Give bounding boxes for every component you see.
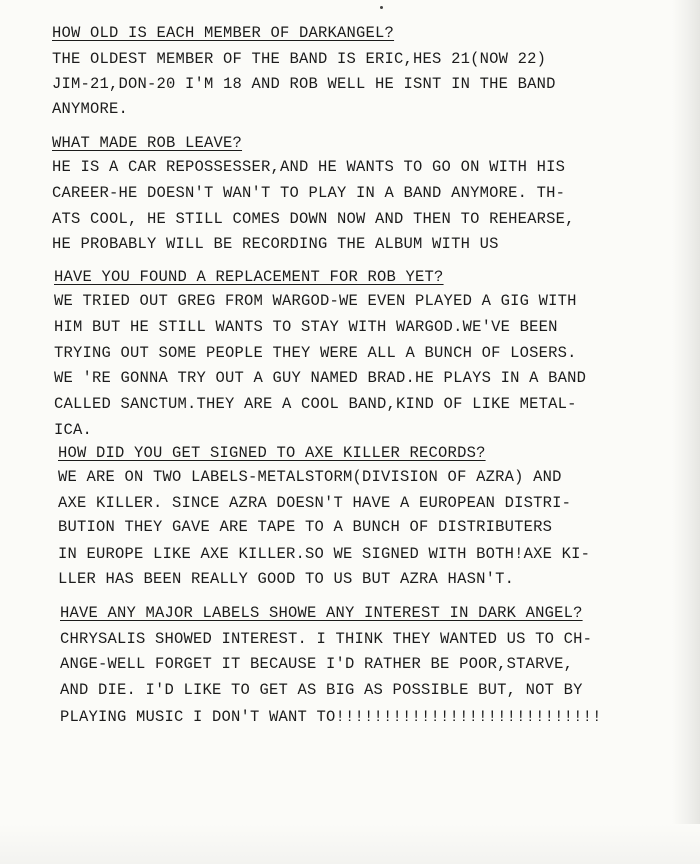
answer-2-line-2: CAREER-HE DOESN'T WAN'T TO PLAY IN A BAND ANYMORE. TH- [52, 184, 566, 202]
answer-4-line-5: LLER HAS BEEN REALLY GOOD TO US BUT AZRA HASN'T. [58, 570, 515, 588]
answer-5-line-2: ANGE-WELL FORGET IT BECAUSE I'D RATHER BE POOR,STARVE, [60, 655, 574, 673]
answer-5-line-1: CHRYSALIS SHOWED INTEREST. I THINK THEY WANTED US TO CH- [60, 630, 593, 648]
answer-4-line-1: WE ARE ON TWO LABELS-METALSTORM(DIVISION OF AZRA) AND [58, 468, 562, 486]
answer-5-line-4: PLAYING MUSIC I DON'T WANT TO!!!!!!!!!!!!!!!!!!!!!!!!!!!! [60, 708, 602, 726]
question-3: HAVE YOU FOUND A REPLACEMENT FOR ROB YET? [54, 268, 444, 286]
question-4: HOW DID YOU GET SIGNED TO AXE KILLER RECORDS? [58, 444, 486, 462]
answer-1-line-2: JIM-21,DON-20 I'M 18 AND ROB WELL HE ISNT IN THE BAND [52, 75, 556, 93]
answer-5-line-3: AND DIE. I'D LIKE TO GET AS BIG AS POSSIBLE BUT, NOT BY [60, 681, 583, 699]
answer-4-line-3: BUTION THEY GAVE ARE TAPE TO A BUNCH OF DISTRIBUTERS [58, 518, 553, 536]
answer-4-line-4: IN EUROPE LIKE AXE KILLER.SO WE SIGNED WITH BOTH!AXE KI- [58, 545, 591, 563]
answer-4-line-2: AXE KILLER. SINCE AZRA DOESN'T HAVE A EUROPEAN DISTRI- [58, 494, 572, 512]
question-1: HOW OLD IS EACH MEMBER OF DARKANGEL? [52, 24, 395, 42]
answer-2-line-4: HE PROBABLY WILL BE RECORDING THE ALBUM WITH US [52, 235, 499, 253]
answer-2-line-1: HE IS A CAR REPOSSESSER,AND HE WANTS TO GO ON WITH HIS [52, 158, 566, 176]
answer-3-line-3: TRYING OUT SOME PEOPLE THEY WERE ALL A BUNCH OF LOSERS. [54, 344, 577, 362]
answer-3-line-6: ICA. [54, 421, 93, 439]
question-5: HAVE ANY MAJOR LABELS SHOWE ANY INTEREST IN DARK ANGEL? [60, 604, 583, 622]
answer-3-line-4: WE 'RE GONNA TRY OUT A GUY NAMED BRAD.HE PLAYS IN A BAND [54, 369, 587, 387]
answer-3-line-2: HIM BUT HE STILL WANTS TO STAY WITH WARGOD.WE'VE BEEN [54, 318, 558, 336]
answer-3-line-1: WE TRIED OUT GREG FROM WARGOD-WE EVEN PLAYED A GIG WITH [54, 292, 577, 310]
question-2: WHAT MADE ROB LEAVE? [52, 134, 243, 152]
answer-1-line-1: THE OLDEST MEMBER OF THE BAND IS ERIC,HES 21(NOW 22) [52, 50, 547, 68]
answer-1-line-3: ANYMORE. [52, 100, 129, 118]
answer-3-line-5: CALLED SANCTUM.THEY ARE A COOL BAND,KIND OF LIKE METAL- [54, 395, 577, 413]
answer-2-line-3: ATS COOL, HE STILL COMES DOWN NOW AND THEN TO REHEARSE, [52, 210, 575, 228]
